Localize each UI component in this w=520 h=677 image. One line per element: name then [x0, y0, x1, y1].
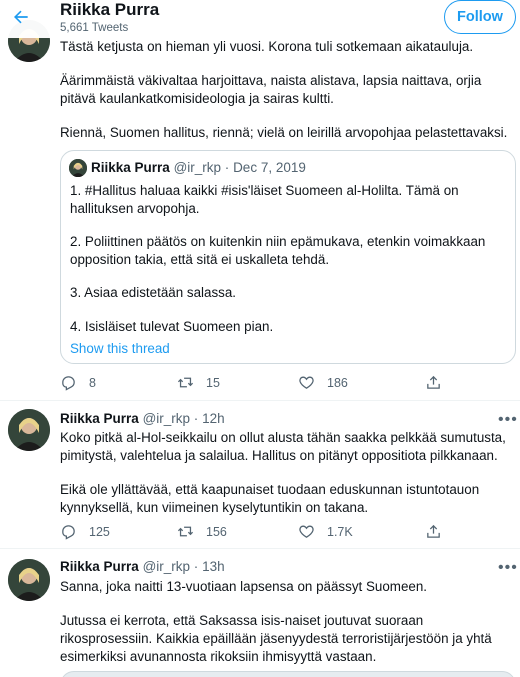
- tweet-text: Äärimmäistä väkivaltaa harjoittava, naista alistava, lapsia naittava, orjia pitävä kaulankatkomisideologia ja sairas kultti.: [60, 73, 482, 106]
- profile-name: Riikka Purra: [60, 0, 160, 19]
- reply-count: 125: [89, 524, 110, 539]
- meta-separator: ·: [193, 559, 199, 574]
- reply-button[interactable]: [60, 523, 110, 540]
- tweet-time[interactable]: 12h: [202, 411, 225, 426]
- retweet-icon: [177, 374, 194, 391]
- retweet-icon: [177, 523, 194, 540]
- author-handle: @ir_rkp: [142, 411, 191, 426]
- back-button[interactable]: [8, 4, 34, 30]
- tweet-meta: [60, 410, 225, 428]
- tweet-text: Tästä ketjusta on hieman yli vuosi. Korona tuli sotkemaan aikatauluja.: [60, 39, 474, 54]
- share-button[interactable]: [425, 523, 442, 540]
- share-icon: [425, 523, 442, 540]
- author-handle: @ir_rkp: [142, 559, 191, 574]
- quote-text: 1. #Hallitus haluaa kaikki #isis'läiset Suomeen al-Holilta. Tämä on hallituksen arvopohja.: [70, 183, 459, 216]
- retweet-count: 15: [206, 375, 220, 390]
- more-icon[interactable]: •••: [498, 411, 518, 428]
- quote-meta: [91, 159, 306, 177]
- reply-button[interactable]: [60, 374, 96, 391]
- reply-count: 8: [89, 375, 96, 390]
- tweet[interactable]: [0, 401, 520, 547]
- quote-avatar: [69, 159, 87, 177]
- avatar[interactable]: [8, 559, 50, 601]
- tweet-text: Koko pitkä al-Hol-seikkailu on ollut alusta tähän saakka pelkkää sumutusta, pimitystä, valehtelua ja salailua. Hallitus on pitänyt oppositiota pilkkanaan.: [60, 430, 506, 463]
- tweet-text: Eikä ole yllättävää, että kaapunaiset tuodaan eduskunnan istuntotauon kynnyksellä, kun viimeinen kyselytuntikin on takana.: [60, 482, 480, 515]
- author-name[interactable]: Riikka Purra: [60, 559, 139, 574]
- retweet-button[interactable]: [177, 374, 220, 391]
- back-arrow-icon: [11, 7, 31, 27]
- like-icon: [298, 523, 315, 540]
- tweet-text: Jutussa ei kerrota, että Saksassa isis-naiset joutuvat suoraan rikosprosessiin. Kaikkia epäillään jäsenyydestä terroristijärjestöön ja yhtä esimerkiksi avunannosta rikoksiin ihmisyyttä vastaan.: [60, 613, 492, 664]
- quoted-tweet[interactable]: [60, 150, 516, 364]
- tweet-text: Sanna, joka naitti 13-vuotiaan lapsensa on päässyt Suomeen.: [60, 579, 428, 594]
- profile-header: [0, 0, 520, 38]
- like-count: 186: [327, 375, 348, 390]
- like-icon: [298, 374, 315, 391]
- quote-author-handle: @ir_rkp: [173, 160, 222, 175]
- tweet[interactable]: [0, 549, 520, 677]
- retweet-count: 156: [206, 524, 227, 539]
- media-preview[interactable]: [60, 671, 516, 677]
- tweet-count: 5,661 Tweets: [60, 22, 129, 34]
- share-button[interactable]: [425, 374, 442, 391]
- quote-date[interactable]: Dec 7, 2019: [233, 160, 306, 175]
- reply-icon: [60, 374, 77, 391]
- tweet-time[interactable]: 13h: [202, 559, 225, 574]
- tweet-text: Riennä, Suomen hallitus, riennä; vielä on leirillä arvopohjaa pelastettavaksi.: [60, 125, 508, 140]
- follow-button[interactable]: Follow: [444, 0, 516, 34]
- author-name[interactable]: Riikka Purra: [60, 411, 139, 426]
- meta-separator: ·: [193, 411, 199, 426]
- quote-author-name[interactable]: Riikka Purra: [91, 160, 170, 175]
- meta-separator: ·: [224, 160, 230, 175]
- like-button[interactable]: [298, 374, 348, 391]
- like-count: 1.7K: [327, 524, 353, 539]
- show-thread-link[interactable]: Show this thread: [70, 341, 170, 356]
- quote-text: 3. Asiaa edistetään salassa.: [70, 285, 237, 300]
- reply-icon: [60, 523, 77, 540]
- share-icon: [425, 374, 442, 391]
- tweet-meta: [60, 558, 225, 576]
- like-button[interactable]: [298, 523, 353, 540]
- more-icon[interactable]: •••: [498, 559, 518, 576]
- quote-text: 2. Poliittinen päätös on kuitenkin niin epämukava, etenkin voimakkaan opposition takia, että sitä ei uskalleta tehdä.: [70, 234, 486, 267]
- quote-text: 4. Isisläiset tulevat Suomeen pian.: [70, 319, 274, 334]
- avatar[interactable]: [8, 409, 50, 451]
- retweet-button[interactable]: [177, 523, 227, 540]
